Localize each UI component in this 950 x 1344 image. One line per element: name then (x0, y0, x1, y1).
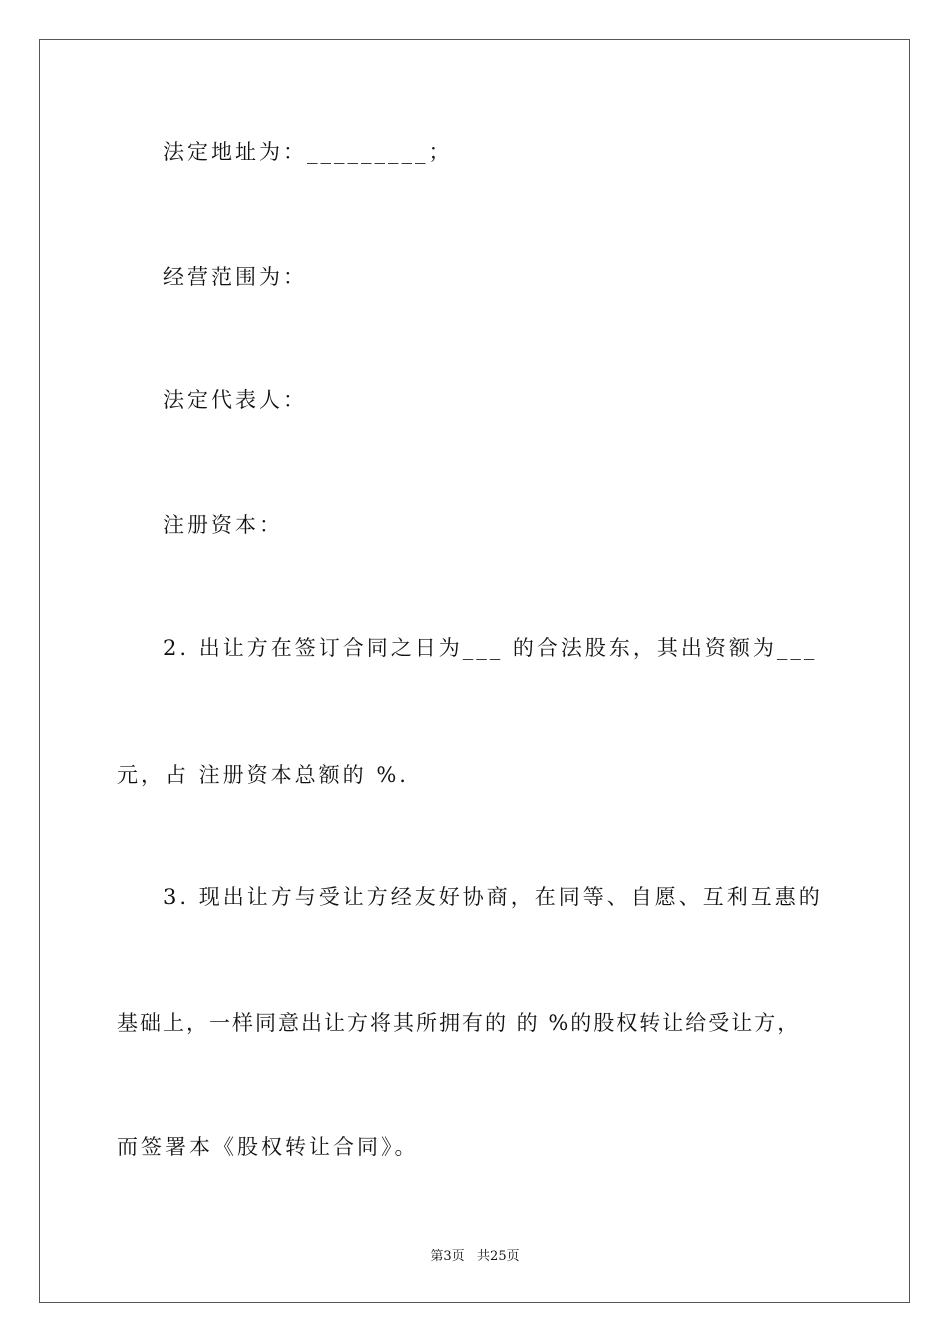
text-line-clause-3: 3. 现出让方与受让方经友好协商，在同等、自愿、互利互惠的 (163, 885, 823, 909)
text-line-clause-2-cont: 元，占 注册资本总额的 %. (117, 763, 409, 787)
text-line-registered-capital: 注册资本： (163, 513, 283, 537)
text-line-clause-3-end: 而签署本《股权转让合同》。 (117, 1135, 419, 1159)
text-line-legal-address: 法定地址为：_________； (163, 140, 453, 164)
page-border (39, 39, 910, 1303)
text-line-clause-2: 2. 出让方在签订合同之日为___ 的合法股东，其出资额为___ (163, 636, 818, 660)
text-line-clause-3-cont: 基础上，一样同意出让方将其所拥有的 的 %的股权转让给受让方， (117, 1011, 801, 1035)
text-line-legal-representative: 法定代表人： (163, 388, 307, 412)
text-line-business-scope: 经营范围为： (163, 265, 307, 289)
page-footer: 第3页 共25页 (430, 1249, 520, 1264)
